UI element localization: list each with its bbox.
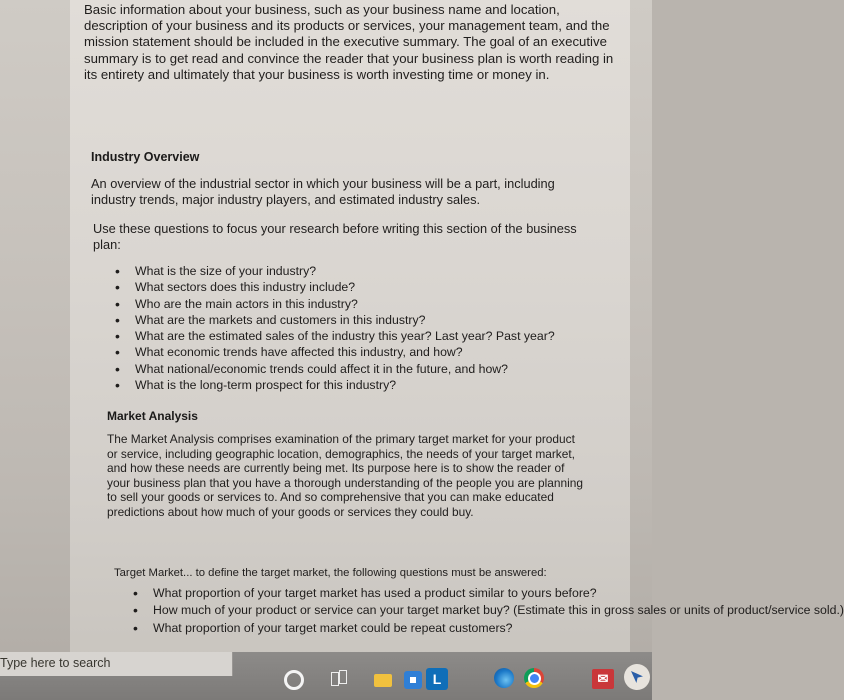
list-item: • What are the estimated sales of the industry this year? Last year? Past year?	[115, 328, 555, 344]
file-explorer-icon[interactable]	[374, 674, 392, 687]
industry-overview-heading: Industry Overview	[91, 150, 200, 164]
list-item: • What economic trends have affected this industry, and how?	[115, 344, 555, 360]
edge-icon[interactable]	[494, 668, 514, 688]
industry-questions-list	[115, 263, 555, 393]
market-analysis-description: The Market Analysis comprises examination of the primary target market for your product or service, including geographic location, demographics, the needs of your target market, and how these needs are currently being met. Its purpose here is to show the reader of your business plan that you have a thorough understanding of the people you are planning to sell your goods or services to. And so comprehensive that you can make educated predictions about how much of your goods or services they could buy.	[107, 432, 583, 519]
industry-questions-intro: Use these questions to focus your research before writing this section of the business plan:	[93, 221, 577, 252]
list-item: • What are the markets and customers in this industry?	[115, 312, 555, 328]
executive-summary-paragraph: Basic information about your business, such as your business name and location, description of your business and its products or services, your management team, and the mission statement should be included in the executive summary. The goal of an executive summary is to get read and convince the reader that your business plan is worth reading in its entirety and ultimately that your business is worth investing time or money in.	[84, 2, 614, 82]
list-item: • How much of your product or service can your target market buy? (Estimate this in gross sales or units of product/service sold.)	[133, 602, 593, 618]
list-item: • What is the long-term prospect for this industry?	[115, 377, 555, 393]
task-view-icon[interactable]	[331, 670, 347, 686]
mail-icon[interactable]: ✉	[592, 669, 614, 689]
list-item: • What proportion of your target market has used a product similar to yours before?	[133, 585, 593, 601]
cortana-icon[interactable]	[284, 670, 304, 690]
list-item: • Who are the main actors in this industry?	[115, 296, 555, 312]
market-analysis-heading: Market Analysis	[107, 409, 198, 423]
taskbar-search-box[interactable]	[0, 652, 233, 676]
taskbar	[0, 652, 652, 700]
chrome-icon[interactable]	[524, 668, 544, 688]
target-market-intro: Target Market... to define the target market, the following questions must be answered:	[114, 567, 547, 579]
list-item: • What is the size of your industry?	[115, 263, 555, 279]
launcher-icon[interactable]: L	[426, 668, 448, 690]
list-item: • What national/economic trends could affect it in the future, and how?	[115, 361, 555, 377]
mouse-app-icon[interactable]	[624, 664, 650, 690]
target-market-questions-list	[133, 585, 844, 637]
list-item: • What sectors does this industry include?	[115, 279, 555, 295]
search-placeholder: Type here to search	[0, 656, 111, 670]
industry-overview-description: An overview of the industrial sector in which your business will be a part, including industry trends, major industry players, and estimated industry sales.	[91, 176, 555, 207]
store-icon[interactable]	[404, 671, 422, 689]
list-item: • What proportion of your target market could be repeat customers?	[133, 620, 593, 636]
